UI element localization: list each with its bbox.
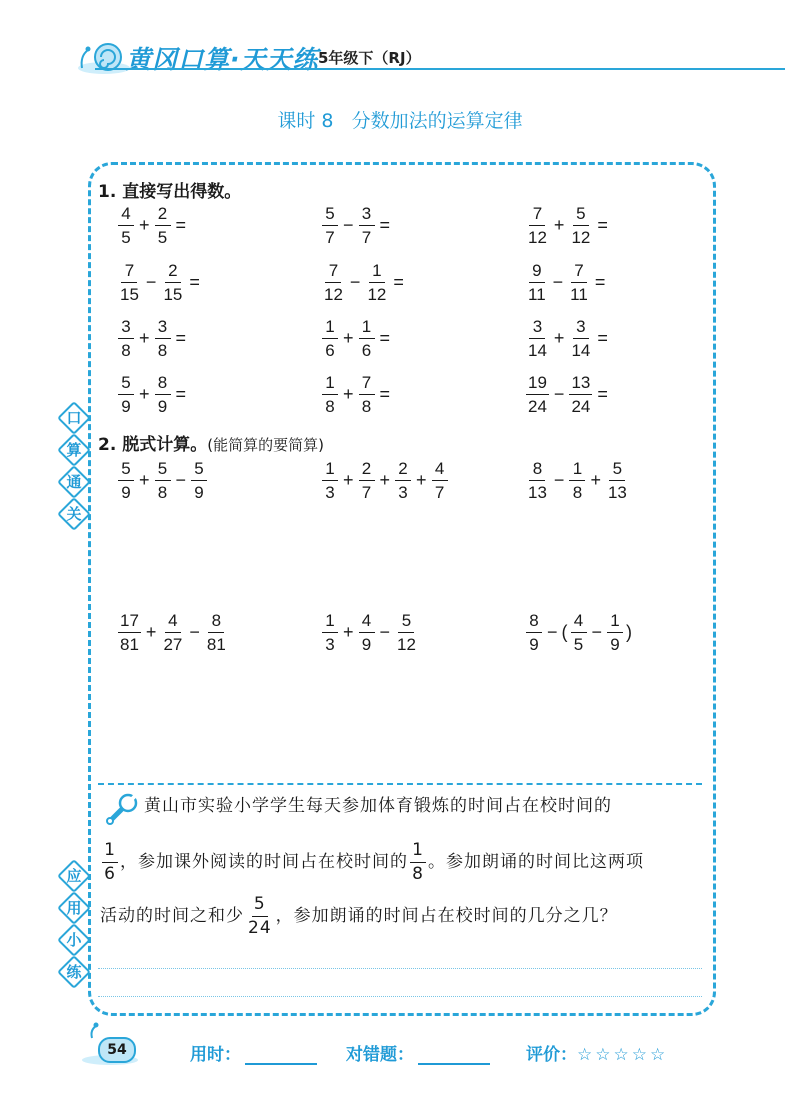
side-tab-guan: 关	[60, 500, 88, 528]
fraction: $\frac{7}{12}$	[324, 261, 343, 304]
equals-sign: =	[379, 328, 391, 348]
fraction: $\frac{5}{9}$	[118, 374, 134, 415]
fraction: $\frac{9}{11}$	[528, 261, 546, 304]
operator: +	[553, 328, 565, 348]
expr-1-9	[524, 318, 611, 359]
equals-sign: =	[175, 384, 187, 404]
operator: +	[553, 215, 565, 235]
operator: +	[139, 215, 150, 235]
snail-logo-icon	[74, 38, 132, 76]
operator: −	[145, 272, 157, 292]
section2-note: (能简算的要简算)	[207, 436, 324, 454]
equals-sign: =	[594, 272, 606, 292]
fraction: $\frac{3}{14}$	[528, 317, 547, 360]
fraction: $\frac{1}{6}$	[359, 318, 375, 359]
correct-blank[interactable]	[418, 1049, 490, 1065]
fraction: $\frac{3}{7}$	[359, 205, 375, 246]
fraction: $\frac{3}{8}$	[155, 318, 171, 359]
operator: +	[343, 328, 354, 348]
fraction: $\frac{7}{12}$	[528, 204, 547, 247]
side-tab-tong: 通	[60, 468, 88, 496]
expr-1-6	[524, 262, 608, 303]
writing-line-2	[98, 996, 702, 997]
fraction: $\frac{3}{8}$	[118, 318, 134, 359]
section-divider	[98, 783, 702, 785]
expr-1-1	[116, 205, 189, 246]
time-label: 用时：	[190, 1045, 241, 1065]
expr-1-11	[320, 374, 393, 415]
operator: +	[139, 328, 150, 348]
problem-line-3: 活动的时间之和少 $\frac{5}{24}$ ，参加朗诵的时间占在校时间的几分之几？	[100, 894, 618, 938]
side-tab-kou: 口	[60, 404, 88, 432]
lesson-heading	[0, 106, 800, 133]
fraction: $\frac{1}{8}$	[322, 374, 338, 415]
expr-1-4	[116, 262, 203, 303]
fraction: $\frac{5}{12}$	[571, 204, 591, 247]
expr-1-12	[524, 374, 611, 415]
equals-sign: =	[597, 384, 608, 404]
equals-sign: =	[379, 384, 391, 404]
operator: −	[553, 384, 565, 404]
fraction: $\frac{4}{5}$	[118, 205, 134, 246]
page-number: 54	[98, 1037, 136, 1063]
section2-title-text: 2. 脱式计算。	[98, 435, 208, 455]
operator: −	[349, 272, 361, 292]
fraction: $\frac{13}{24}$	[571, 373, 591, 416]
fraction: $\frac{2}{5}$	[155, 205, 171, 246]
correct-field	[346, 1040, 490, 1065]
fraction: $\frac{7}{11}$	[570, 261, 588, 304]
section2-title	[98, 430, 324, 455]
fraction: $\frac{5}{7}$	[322, 205, 338, 246]
equals-sign: =	[189, 272, 200, 292]
correct-label: 对错题：	[346, 1045, 414, 1065]
side-tab-yong: 用	[60, 894, 88, 922]
equals-sign: =	[379, 215, 391, 235]
grade-label: 5年级下（RJ）	[318, 49, 421, 67]
side-tab-lian: 练	[60, 958, 88, 986]
problem-line-2: $\frac{1}{6}$ ，参加课外阅读的时间占在校时间的 $\frac{1}{8}$ 。参加朗诵的时间比这两项	[100, 842, 644, 883]
expr-1-7	[116, 318, 189, 359]
expr-2-1: $\frac{5}{9}$ + $\frac{5}{8}$ − $\frac{5}{9}$	[116, 460, 209, 501]
equals-sign: =	[393, 272, 404, 292]
fraction: $\frac{8}{9}$	[155, 374, 171, 415]
lesson-number: 课时 8	[277, 110, 334, 132]
operator: +	[139, 384, 150, 404]
operator: +	[343, 384, 354, 404]
fraction: $\frac{3}{14}$	[571, 317, 591, 360]
expr-2-6: $\frac{8}{9}$ − ( $\frac{4}{5}$ − $\frac{1}{9}$ )	[524, 612, 633, 653]
expr-2-2: $\frac{1}{3}$ + $\frac{2}{7}$ + $\frac{2}{3}$ + $\frac{4}{7}$	[320, 460, 450, 501]
equals-sign: =	[597, 328, 608, 348]
fraction: $\frac{1}{12}$	[367, 261, 387, 304]
side-tab-xiao: 小	[60, 926, 88, 954]
rating-field	[526, 1040, 668, 1065]
fraction: $\frac{1}{6}$	[322, 318, 338, 359]
fraction: $\frac{2}{15}$	[163, 261, 183, 304]
equals-sign: =	[175, 215, 187, 235]
expr-1-8	[320, 318, 393, 359]
expr-2-4: $\frac{17}{81}$ + $\frac{4}{27}$ − $\frac{8}{81}$	[120, 611, 226, 654]
writing-line-1	[98, 968, 702, 969]
brand-title: 黄冈口算·天天练	[126, 45, 319, 74]
fraction: $\frac{7}{15}$	[120, 261, 139, 304]
operator: −	[552, 272, 564, 292]
header-rule	[95, 68, 785, 70]
rating-label: 评价：	[526, 1045, 577, 1065]
equals-sign: =	[175, 328, 187, 348]
side-tab-ying: 应	[60, 862, 88, 890]
expr-2-5: $\frac{1}{3}$ + $\frac{4}{9}$ − $\frac{5}{12}$	[320, 612, 420, 653]
expr-1-3	[524, 205, 611, 246]
rating-stars[interactable]: ☆☆☆☆☆	[577, 1045, 669, 1065]
problem-line-1: 黄山市实验小学学生每天参加体育锻炼的时间占在校时间的	[144, 796, 612, 816]
expr-1-5	[320, 262, 407, 303]
time-blank[interactable]	[245, 1049, 317, 1065]
operator: −	[343, 215, 354, 235]
fraction: $\frac{19}{24}$	[528, 373, 547, 416]
time-field	[190, 1040, 317, 1065]
lesson-title: 分数加法的运算定律	[351, 110, 523, 132]
word-problem	[100, 792, 710, 952]
expr-1-10	[116, 374, 189, 415]
section1-title: 1. 直接写出得数。	[98, 182, 242, 202]
equals-sign: =	[597, 215, 608, 235]
fraction: $\frac{7}{8}$	[359, 374, 375, 415]
expr-2-3: $\frac{8}{13}$ − $\frac{1}{8}$ + $\frac{5}{13}$	[528, 459, 627, 502]
expr-1-2	[320, 205, 393, 246]
side-tab-suan: 算	[60, 436, 88, 464]
